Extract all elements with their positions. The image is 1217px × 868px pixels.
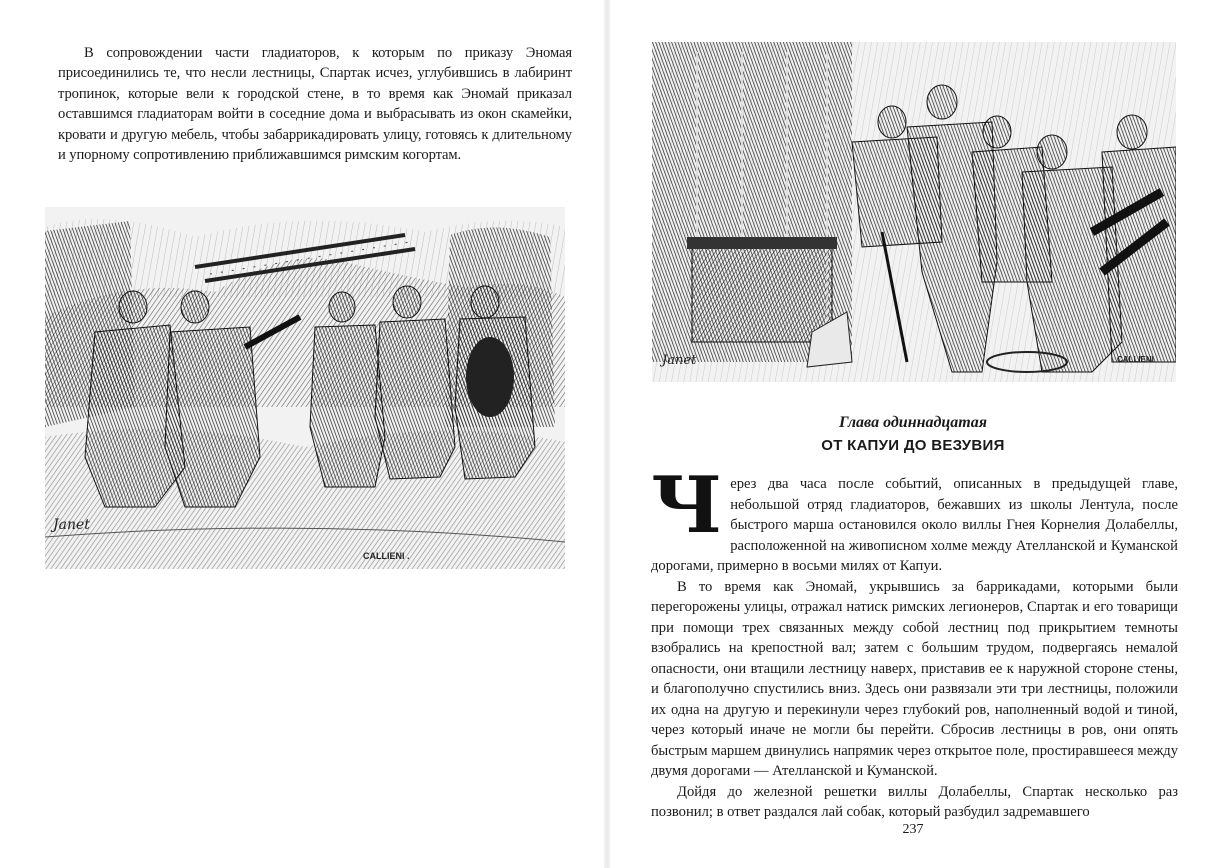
left-illustration-engraver: CALLIENI . bbox=[363, 551, 410, 561]
left-page-paragraph: В сопровождении части гладиаторов, к которым по приказу Эномая присоединились те, что несли лестницы, Спартак исчез, углубившись в лабиринт тропинок, которые вели к городской стене, в то время как Эномай приказал оставшимся гладиаторам войти в соседние дома и выбрасывать из окон скамейки, кровати и другую мебель, чтобы забаррикадировать улицу, готовясь к длительному и упорному сопротивлению приближавшимся римским когортам. bbox=[58, 45, 572, 164]
drop-cap: Ч bbox=[651, 460, 723, 551]
left-illustration bbox=[45, 207, 565, 569]
chapter-number: Глава одиннадцатая bbox=[839, 414, 987, 431]
right-illustration bbox=[652, 42, 1176, 382]
right-illustration-engraver: CALLIENI bbox=[1117, 355, 1154, 364]
first-paragraph-text: ерез два часа после событий, описанных в предыдущей главе, небольшой отряд гладиаторов, бежавших из школы Лентула, после быстрого марша остановился около виллы Гнея Корнелия Долабеллы, расположенной на живописном холме между Ателланской и Куманской дорогами, примерно в восьми милях от Капуи. bbox=[651, 476, 1178, 574]
right-engraving-svg bbox=[652, 42, 1176, 382]
left-engraving-svg bbox=[45, 207, 565, 569]
left-illustration-signature: Janet bbox=[53, 517, 90, 533]
second-paragraph: В то время как Эномай, укрывшись за баррикадами, которыми были перегорожены улицы, отражал натиск римских легионеров, Спартак и его товарищи при помощи трех связанных между собой лестниц под прикрытием темноты взобрались на крепостной вал; затем с большим трудом, подвергаясь немалой опасности, они втащили лестницу наверх, приставив ее к наружной стороне стены, и благополучно спустились вниз. Здесь они развязали эти три лестницы, положили их одна на другую и перекинули через глубокий ров, наполненный водой и тиной, через который иначе не могли бы перейти. Сбросив лестницы в ров, они опять быстрым маршем двинулись напрямик через открытое поле, простиравшееся между двумя дорогами — Ателланской и Куманской. bbox=[651, 578, 1178, 779]
chapter-title: ОТ КАПУИ ДО ВЕЗУВИЯ bbox=[821, 437, 1005, 454]
third-paragraph: Дойдя до железной решетки виллы Долабеллы, Спартак несколько раз позвонил; в ответ раздался лай собак, который разбудил задремавшего bbox=[651, 783, 1178, 820]
page-number: 237 bbox=[902, 822, 924, 837]
right-illustration-signature: Janet bbox=[662, 353, 697, 368]
chapter-first-paragraph bbox=[651, 460, 1178, 577]
right-page-body bbox=[651, 460, 1178, 823]
